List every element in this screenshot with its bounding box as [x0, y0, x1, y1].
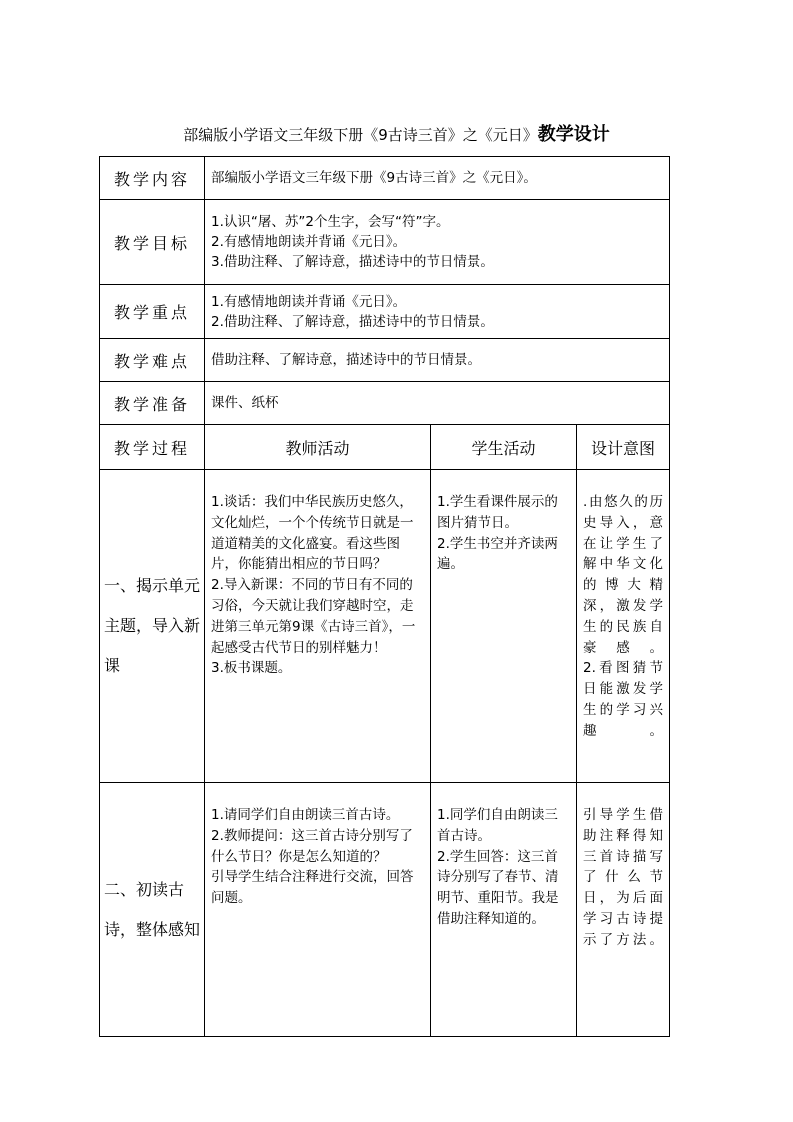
stage-row — [100, 783, 670, 1037]
teacher-step: 2.导入新课：不同的节日有不同的习俗，今天就让我们穿越时空，走进第三单元第9课《古诗三首》，一起感受古代节日的别样魅力！ — [211, 577, 416, 656]
label-preparation: 教学准备 — [100, 382, 205, 425]
value-key-points — [205, 285, 670, 339]
objective-item: 2.有感情地朗读并背诵《元日》。 — [211, 234, 407, 250]
value-preparation: 课件、纸杯 — [205, 382, 670, 425]
intent-step: 引导学生借助注释得知三首诗描写了什么节日，为后面学习古诗提示了方法。 — [583, 807, 664, 948]
label-content: 教学内容 — [100, 157, 205, 200]
title-regular: 部编版小学语文三年级下册《9古诗三首》之《元日》 — [183, 126, 538, 144]
row-content — [100, 157, 670, 200]
label-objectives: 教学目标 — [100, 200, 205, 285]
row-difficulties — [100, 339, 670, 382]
intent-step: .由悠久的历史导入，意在让学生了解中华文化的博大精深，激发学生的民族自豪感。 — [583, 494, 664, 656]
student-step: 2.学生回答：这三首诗分别写了春节、清明节、重阳节。我是借助注释知道的。 — [437, 848, 559, 927]
stage-row — [100, 470, 670, 783]
student-step: 1.同学们自由朗读三首古诗。 — [437, 807, 558, 844]
label-process: 教学过程 — [100, 425, 205, 470]
row-process-header — [100, 425, 670, 470]
stage-name: 二、初读古诗，整体感知 — [100, 783, 205, 1037]
key-point-item: 1.有感情地朗读并背诵《元日》。 — [211, 293, 407, 310]
teacher-step: 引导学生结合注释进行交流，回答问题。 — [211, 869, 414, 907]
value-difficulties: 借助注释、了解诗意，描述诗中的节日情景。 — [205, 339, 670, 382]
stage-name: 一、揭示单元主题，导入新课 — [100, 470, 205, 783]
design-intent — [577, 783, 670, 1037]
header-student: 学生活动 — [431, 425, 577, 470]
value-content: 部编版小学语文三年级下册《9古诗三首》之《元日》。 — [205, 157, 670, 200]
lesson-plan-table — [99, 156, 670, 1037]
header-teacher: 教师活动 — [205, 425, 431, 470]
student-activity — [431, 783, 577, 1037]
teacher-step: 3.板书课题。 — [211, 660, 292, 677]
teacher-activity — [205, 470, 431, 783]
label-difficulties: 教学难点 — [100, 339, 205, 382]
objective-item: 1.认识“屠、苏”2个生字，会写“符”字。 — [211, 214, 450, 230]
key-point-item: 2.借助注释、了解诗意，描述诗中的节日情景。 — [211, 313, 494, 330]
value-objectives — [205, 200, 670, 285]
row-preparation — [100, 382, 670, 425]
label-key-points: 教学重点 — [100, 285, 205, 339]
intent-step: 2.看图猜节日能激发学生的学习兴趣。 — [583, 660, 664, 739]
header-intent: 设计意图 — [577, 425, 670, 470]
document-title — [0, 122, 793, 148]
row-key-points — [100, 285, 670, 339]
teacher-step: 1.谈话：我们中华民族历史悠久，文化灿烂，一个个传统节日就是一道道精美的文化盛宴。看这些图片，你能猜出相应的节日吗？ — [211, 494, 414, 573]
student-activity — [431, 470, 577, 783]
teacher-activity — [205, 783, 431, 1037]
title-bold: 教学设计 — [537, 124, 610, 145]
student-step: 1.学生看课件展示的图片猜节日。 — [437, 494, 558, 531]
teacher-step: 2.教师提问：这三首古诗分别写了什么节日？你是怎么知道的？ — [211, 827, 413, 865]
student-step: 2.学生书空并齐读两遍。 — [437, 535, 558, 573]
objective-item: 3.借助注释、了解诗意，描述诗中的节日情景。 — [211, 254, 494, 270]
teacher-step: 1.请同学们自由朗读三首古诗。 — [211, 807, 400, 823]
design-intent — [577, 470, 670, 783]
row-objectives — [100, 200, 670, 285]
